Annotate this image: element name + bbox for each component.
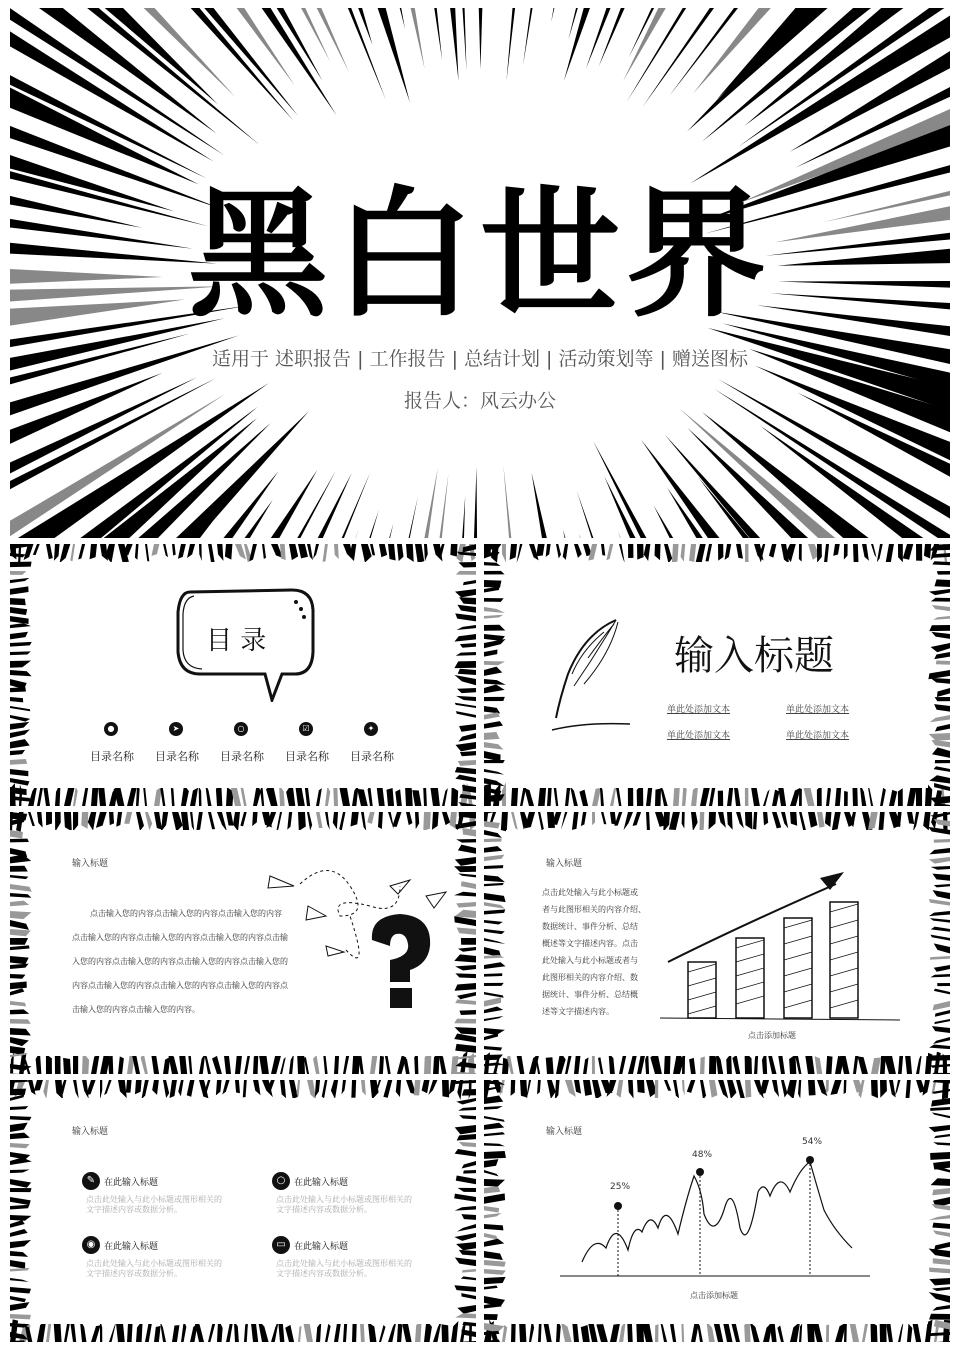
feature-description: 点击此处输入与此小标题或图形相关的 bbox=[86, 1259, 222, 1268]
feature-title: 在此输入标题 bbox=[294, 1242, 349, 1252]
para-line: 点击输入您的内容点击输入您的内容点击输入您的内容 bbox=[90, 909, 282, 918]
section-link-3[interactable]: 单此处添加文本 bbox=[667, 731, 731, 741]
text-slide-heading: 输入标题 bbox=[72, 859, 109, 869]
section-link-2[interactable]: 单此处添加文本 bbox=[786, 705, 850, 715]
feature-title: 在此输入标题 bbox=[294, 1178, 349, 1188]
para-line: 此图形相关的内容介绍、数 bbox=[542, 973, 638, 982]
para-line: 数据统计、事件分析、总结 bbox=[542, 922, 638, 931]
line-slide bbox=[484, 1080, 950, 1342]
feature-description: 文字描述内容或数据分析。 bbox=[276, 1269, 372, 1278]
monitor-icon: ▭ bbox=[272, 1236, 290, 1254]
feather-quill-icon bbox=[544, 614, 634, 734]
para-line: 点击输入您的内容点击输入您的内容点击输入您的内容点击输 bbox=[72, 933, 288, 942]
bar-slide bbox=[484, 812, 950, 1074]
send-icon: ➤ bbox=[169, 722, 183, 736]
toc-item-label[interactable]: 目录名称 bbox=[90, 750, 134, 763]
cover-subtitle: 适用于 述职报告 | 工作报告 | 总结计划 | 活动策划等 | 赠送图标 bbox=[212, 348, 748, 370]
bar-slide-heading: 输入标题 bbox=[546, 859, 583, 869]
line-label-3: 54% bbox=[802, 1137, 823, 1147]
section-title: 输入标题 bbox=[674, 633, 834, 679]
para-line: 者与此图形相关的内容介绍、 bbox=[542, 905, 646, 914]
section-link-4[interactable]: 单此处添加文本 bbox=[786, 731, 850, 741]
cover-reporter: 报告人：风云办公 bbox=[403, 390, 556, 412]
search-icon: ○ bbox=[272, 1172, 290, 1190]
cover-title: 黑白世界 bbox=[187, 174, 772, 337]
toc-item-label[interactable]: 目录名称 bbox=[285, 750, 329, 763]
para-line: 据统计、事件分析、总结概 bbox=[542, 990, 638, 999]
toc-slide bbox=[10, 544, 476, 806]
feature-description: 点击此处输入与此小标题或图形相关的 bbox=[276, 1259, 412, 1268]
user-icon: ● bbox=[104, 722, 118, 736]
sketch-bar-chart bbox=[660, 866, 910, 1026]
para-line: 点击此处输入与此小标题或 bbox=[542, 888, 638, 897]
line-chart-caption: 点击添加标题 bbox=[690, 1291, 738, 1300]
search-icon: ○ bbox=[234, 722, 248, 736]
para-line: 内容点击输入您的内容点击输入您的内容点击输入您的内容点 bbox=[72, 981, 288, 990]
line-slide-heading: 输入标题 bbox=[546, 1127, 583, 1137]
feature-title: 在此输入标题 bbox=[104, 1178, 159, 1188]
bar-slide-paragraph bbox=[542, 884, 646, 1020]
text-slide bbox=[10, 812, 476, 1074]
toc-title: 目 录 bbox=[206, 626, 267, 656]
para-line: 入您的内容点击输入您的内容点击输入您的内容点击输入您的 bbox=[72, 957, 288, 966]
pen-icon: ✎ bbox=[82, 1172, 100, 1190]
feature-description: 文字描述内容或数据分析。 bbox=[86, 1205, 182, 1214]
toc-item-label[interactable]: 目录名称 bbox=[220, 750, 264, 763]
list-slide bbox=[10, 1080, 476, 1342]
feature-description: 点击此处输入与此小标题或图形相关的 bbox=[276, 1195, 412, 1204]
line-label-1: 25% bbox=[610, 1182, 631, 1192]
section-link-1[interactable]: 单此处添加文本 bbox=[667, 705, 731, 715]
para-line: 此处输入与此小标题或者与 bbox=[542, 956, 638, 965]
bar-chart-caption: 点击添加标题 bbox=[748, 1031, 796, 1040]
toc-item-label[interactable]: 目录名称 bbox=[155, 750, 199, 763]
section-slide bbox=[484, 544, 950, 806]
para-line: 述等文字描述内容。 bbox=[542, 1007, 614, 1016]
sketch-line-chart bbox=[554, 1130, 884, 1290]
line-label-2: 48% bbox=[692, 1150, 713, 1160]
para-line: 概述等文字描述内容。点击 bbox=[542, 939, 638, 948]
question-mark-planes-illustration bbox=[250, 856, 450, 1016]
checkbox-icon: ☑ bbox=[299, 722, 313, 736]
cover-slide bbox=[10, 8, 950, 538]
feature-description: 文字描述内容或数据分析。 bbox=[86, 1269, 182, 1278]
location-icon: ◉ bbox=[82, 1236, 100, 1254]
feature-title: 在此输入标题 bbox=[104, 1242, 159, 1252]
lightbulb-icon: ✦ bbox=[364, 722, 378, 736]
para-line: 击输入您的内容点击输入您的内容。 bbox=[72, 1005, 200, 1014]
toc-item-label[interactable]: 目录名称 bbox=[350, 750, 394, 763]
feature-description: 文字描述内容或数据分析。 bbox=[276, 1205, 372, 1214]
list-slide-heading: 输入标题 bbox=[72, 1127, 109, 1137]
feature-description: 点击此处输入与此小标题或图形相关的 bbox=[86, 1195, 222, 1204]
